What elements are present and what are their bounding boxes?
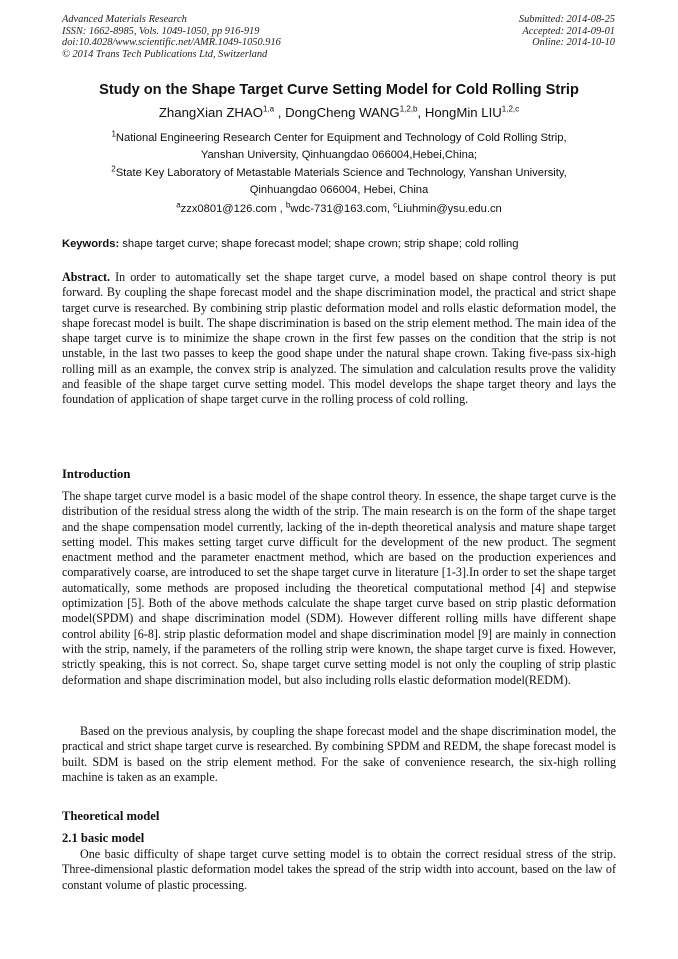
intro-paragraph-1: The shape target curve model is a basic model of the shape control theory. In essence, the shape target curve is the distribution of the residual stress along the width of the strip. The main research is on the form of the shape target and the shape compensation model currently, lacking of the in-depth theoretical analysis and mature shape target setting model. This makes setting target curve difficult for the development of the new product. The segment enactment method and the parameter enactment method, which are based on the production experiences and comparatively coarse, are introduced to set the shape target curve in literature [1-3].In order to set the shape target automatically, some methods are proposed including the theoretical computational method [4] and stepwise optimization [5]. Both of the above methods calculate the shape target curve based on strip plastic deformation model(SPDM) and shape discrimination model (SDM). However different rolling mills have different shape control ability [6-8]. strip plastic deformation model and shape discrimination model [9] are mainly in connection with the strip, namely, if the parameters of the rolling strip were known, the shape target curve is fixed. However, strictly speaking, this is not correct. So, shape target curve setting model is not only the coupling of strip plastic deformation and shape discrimination model, but also including rolls elastic deformation model(REDM). bbox=[62, 489, 616, 687]
email-sep: , bbox=[276, 203, 286, 215]
affiliation-sup: 2 bbox=[111, 164, 116, 174]
author-sep: , bbox=[417, 105, 425, 120]
affiliation-1 bbox=[62, 130, 616, 163]
author-name: HongMin LIU bbox=[424, 105, 502, 120]
paper-title: Study on the Shape Target Curve Setting Model for Cold Rolling Strip bbox=[99, 82, 579, 98]
section-heading-theoretical-model: Theoretical model bbox=[62, 809, 160, 823]
abstract-text: In order to automatically set the shape target curve, a model based on shape control theory is put forward. By coupling the shape forecast model and the shape discrimination model, the practical and strict shape target curve is researched. By combining strip plastic deformation model and rolls elastic deformation model, the shape forecast model is built. The shape discrimination is based on the strip element method. The main idea of the shape target curve is to minimize the shape crown in the first few passes on the condition that the strip is not unstable, in the last two passes to keep the good shape under the natural shape crown. Taking five-pass six-high rolling mill as an example, the convex strip is analyzed. The simulation and calculation results prove the validity and feasible of the shape target curve setting model. This model develops the shape target theory and lays the foundation of application of shape target curve in the rolling process of cold rolling. bbox=[62, 270, 616, 407]
email-sup: a bbox=[176, 200, 181, 210]
author-sup: 1,2,c bbox=[501, 104, 520, 114]
keywords bbox=[62, 236, 616, 252]
keywords-label: Keywords: bbox=[62, 238, 120, 250]
abstract-label: Abstract. bbox=[62, 270, 111, 284]
submitted-date: Submitted: 2014-08-25 bbox=[518, 14, 615, 25]
email-link[interactable]: zzx0801@126.com bbox=[180, 203, 277, 215]
affiliation-line: National Engineering Research Center for Equipment and Technology of Cold Rolling Strip, bbox=[115, 132, 567, 144]
online-date: Online: 2014-10-10 bbox=[532, 37, 615, 49]
email-sup: b bbox=[285, 200, 291, 210]
dates-info bbox=[519, 14, 615, 49]
author-list bbox=[40, 104, 638, 122]
author-name: DongCheng WANG bbox=[285, 105, 400, 120]
journal-name: Advanced Materials Research bbox=[62, 14, 187, 25]
affiliation-2 bbox=[62, 165, 616, 198]
email-sep: , bbox=[386, 203, 394, 215]
copyright-line: © 2014 Trans Tech Publications Ltd, Switzerland bbox=[62, 48, 268, 60]
email-list bbox=[62, 201, 616, 217]
theory-paragraph-1: One basic difficulty of shape target curve setting model is to obtain the correct residual stress of the strip. Three-dimensional plastic deformation model takes the spread of the strip width into account, based on the law of constant volume of plastic processing. bbox=[62, 847, 616, 892]
author-sup: 1,2,b bbox=[399, 104, 418, 114]
section-heading-introduction: Introduction bbox=[62, 467, 131, 481]
author-sep: , bbox=[274, 105, 286, 120]
author-name: ZhangXian ZHAO bbox=[158, 105, 263, 120]
doi-line: doi:10.4028/www.scientific.net/AMR.1049-1050.916 bbox=[62, 37, 281, 49]
issn-line: ISSN: 1662-8985, Vols. 1049-1050, pp 916-919 bbox=[62, 25, 260, 37]
affiliation-line: Qinhuangdao 066004, Hebei, China bbox=[249, 183, 429, 196]
abstract bbox=[62, 270, 616, 408]
journal-info bbox=[62, 14, 281, 60]
email-link[interactable]: wdc-731@163.com bbox=[290, 203, 387, 215]
affiliation-line: Yanshan University, Qinhuangdao 066004,Hebei,China; bbox=[200, 148, 478, 161]
affiliation-sup: 1 bbox=[111, 129, 116, 139]
intro-paragraph-2: Based on the previous analysis, by coupling the shape forecast model and the shape discrimination model, the practical and strict shape target curve is researched. By combining SPDM and REDM, the shape forecast model is built. SDM is based on the strip element method. For the sake of convenience research, the six-high rolling machine is taken as an example. bbox=[62, 724, 616, 784]
accepted-date: Accepted: 2014-09-01 bbox=[522, 25, 615, 37]
author-sup: 1,a bbox=[262, 104, 275, 114]
email-link[interactable]: Liuhmin@ysu.edu.cn bbox=[397, 203, 502, 215]
keywords-text: shape target curve; shape forecast model; shape crown; strip shape; cold rolling bbox=[119, 238, 519, 250]
subsection-heading-basic-model: 2.1 basic model bbox=[62, 831, 145, 845]
affiliation-line: State Key Laboratory of Metastable Materials Science and Technology, Yanshan University, bbox=[115, 167, 567, 179]
email-sup: c bbox=[393, 200, 398, 210]
